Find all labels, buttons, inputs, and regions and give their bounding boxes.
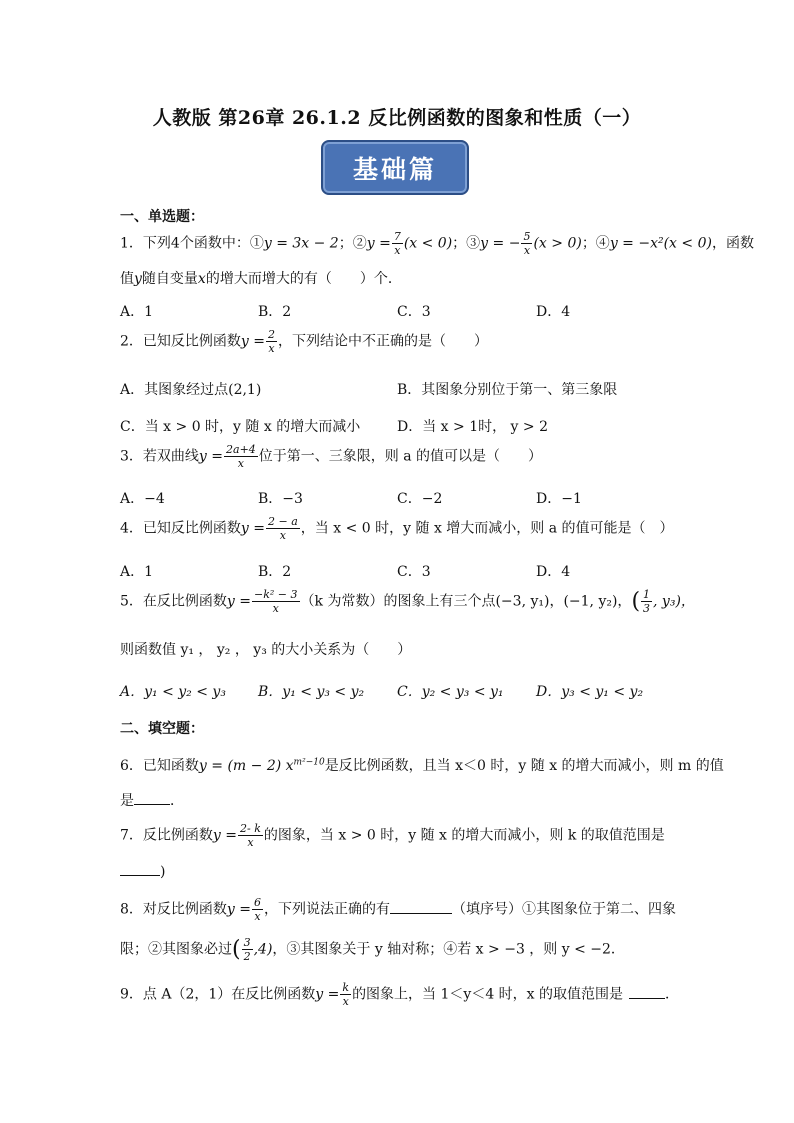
q1-option-c: C．3 <box>397 304 431 320</box>
q7-denominator: x <box>247 836 254 849</box>
q6-stem-start: 6．已知函数 <box>120 758 199 774</box>
q1-line2-y: y <box>134 271 142 287</box>
q1-option-d: D．4 <box>536 304 571 320</box>
q5-stem-start: 5．在反比例函数 <box>120 593 227 610</box>
q8-answer-blank[interactable] <box>390 901 452 914</box>
q8-denominator: x <box>254 910 261 923</box>
q1-formula-3-prefix: y = − <box>480 235 521 252</box>
q8-point-fraction <box>242 937 253 962</box>
q4-option-a: A．1 <box>120 564 154 580</box>
section-heading-fill-in: 二、填空题： <box>120 721 204 737</box>
q1-stem-end: ，函数 <box>711 235 754 252</box>
q1-line2-b: 随自变量 <box>141 271 198 287</box>
q1-sep-1: ；② <box>338 235 367 252</box>
question-5-line-2: 则函数值 y₁ ， y₂ ， y₃ 的大小关系为（ ） <box>120 642 412 658</box>
q1-formula-3-domain: (x > 0) <box>533 235 582 252</box>
q2-stem-end: ，下列结论中不正确的是（ ） <box>278 333 489 350</box>
q5-formula-prefix: y = <box>226 593 252 610</box>
question-9 <box>120 982 679 1007</box>
q1-sep-2: ；③ <box>452 235 481 252</box>
question-5-line-1 <box>120 589 695 614</box>
q3-formula-fraction <box>224 444 258 469</box>
q8-numerator: 6 <box>254 896 262 909</box>
q8-line2-end: ，③其图象关于 y 轴对称；④若 x > −3 ，则 y < −2． <box>272 941 625 958</box>
q9-answer-blank[interactable] <box>629 986 665 999</box>
q1-option-a: A．1 <box>120 304 154 320</box>
q2-formula-prefix: y = <box>240 333 266 350</box>
q7-answer-blank[interactable] <box>120 863 160 876</box>
q6-formula: y = (m − 2) x <box>198 758 294 774</box>
q5-option-a: A．y₁ < y₂ < y₃ <box>120 684 226 700</box>
q5-stem-middle: （k 为常数）的图象上有三个点(−3, y₁)，(−1, y₂)， <box>300 593 632 610</box>
q1-stem-start: 1．下列4个函数中：① <box>120 235 264 252</box>
q5-point3-denominator: 3 <box>643 602 651 615</box>
q1-line2-x: x <box>197 271 206 287</box>
question-2-stem <box>120 329 488 354</box>
q9-stem-middle: 的图象上，当 1＜y＜4 时，x 的取值范围是 <box>352 986 624 1003</box>
q1-f2-denominator: x <box>394 244 401 257</box>
q4-stem-end: ，当 x < 0 时，y 随 x 增大而减小，则 a 的值可能是（ ） <box>300 520 674 537</box>
question-6-line-2 <box>120 790 184 810</box>
q3-stem-end: 位于第一、三象限，则 a 的值可以是（ ） <box>258 448 543 465</box>
q4-option-b: B．2 <box>258 564 292 580</box>
difficulty-badge: 基础篇 <box>321 140 469 195</box>
q5-numerator: −k² − 3 <box>254 588 298 601</box>
q8-stem-middle: ，下列说法正确的有 <box>264 901 391 918</box>
q7-stem-end: 的图象，当 x > 0 时，y 随 x 的增大而减小，则 k 的取值范围是 <box>263 827 665 844</box>
q9-stem-start: 9．点 A（2，1）在反比例函数 <box>120 986 316 1003</box>
q7-line2-end: ) <box>160 864 166 880</box>
q4-denominator: x <box>279 529 287 542</box>
q5-option-c: C．y₂ < y₃ < y₁ <box>397 684 504 700</box>
q7-numerator: 2- k <box>240 822 261 835</box>
q2-option-a: A．其图象经过点(2,1) <box>120 382 262 398</box>
q1-option-b: B．2 <box>258 304 292 320</box>
q4-stem-start: 4．已知反比例函数 <box>120 520 241 537</box>
q2-denominator: x <box>268 342 275 355</box>
q5-point3-rest: , y₃)， <box>653 593 695 610</box>
q7-formula-fraction <box>238 823 263 848</box>
q1-formula-2-domain: (x < 0) <box>403 235 453 252</box>
question-7-line-2 <box>120 863 165 880</box>
question-6-line-1 <box>120 755 724 775</box>
q2-option-c: C．当 x > 0 时，y 随 x 的增大而减小 <box>120 419 361 435</box>
q5-point3-fraction <box>641 589 652 614</box>
question-1-line-1 <box>120 231 754 256</box>
q1-f3-numerator: 5 <box>523 230 531 243</box>
q4-formula-prefix: y = <box>240 520 266 537</box>
q7-formula-prefix: y = <box>212 827 238 844</box>
q1-line2-a: 值 <box>120 271 134 287</box>
q4-numerator: 2 − a <box>268 515 298 528</box>
q5-option-b: B．y₁ < y₃ < y₂ <box>258 684 365 700</box>
q3-option-c: C．−2 <box>397 491 443 507</box>
q8-point-denominator: 2 <box>243 950 251 963</box>
q8-point-open-paren: ( <box>232 937 241 962</box>
q4-option-c: C．3 <box>397 564 431 580</box>
q2-option-d: D．当 x > 1时， y > 2 <box>397 419 549 435</box>
q9-formula-fraction <box>340 982 351 1007</box>
q3-option-a: A．−4 <box>120 491 165 507</box>
q1-sep-3: ；④ <box>581 235 610 252</box>
q1-formula-4: y = −x²(x < 0) <box>609 235 712 252</box>
q6-line2-end: ． <box>170 793 184 809</box>
q8-stem-start: 8．对反比例函数 <box>120 901 227 918</box>
section-heading-single-choice: 一、单选题： <box>120 209 204 225</box>
q6-line2-text: 是 <box>120 793 134 809</box>
q1-formula-2-prefix: y = <box>366 235 391 252</box>
q2-stem-start: 2．已知反比例函数 <box>120 333 241 350</box>
question-8-line-2 <box>120 937 625 962</box>
q6-formula-exponent: m²−10 <box>293 757 325 768</box>
q1-formula-2-fraction <box>392 231 403 256</box>
q9-numerator: k <box>342 981 350 994</box>
q1-f3-denominator: x <box>523 244 531 257</box>
q1-formula-1: y = 3x − 2 <box>263 235 339 252</box>
page-title: 人教版 第26章 26.1.2 反比例函数的图象和性质（一） <box>152 107 642 129</box>
q9-formula-prefix: y = <box>315 986 340 1003</box>
q8-formula-prefix: y = <box>226 901 252 918</box>
q4-formula-fraction <box>266 516 300 541</box>
q5-point3-numerator: 1 <box>643 588 651 601</box>
q3-numerator: 2a+4 <box>226 443 256 456</box>
q3-option-d: D．−1 <box>536 491 582 507</box>
q8-stem-end: （填序号）①其图象位于第二、四象 <box>452 901 677 918</box>
q5-formula-fraction <box>252 589 300 614</box>
q6-answer-blank[interactable] <box>134 792 170 805</box>
q6-stem-end: 是反比例函数，且当 x＜0 时，y 随 x 的增大而减小，则 m 的值 <box>324 758 724 774</box>
q7-stem-start: 7．反比例函数 <box>120 827 213 844</box>
q5-point3-open-paren: ( <box>631 589 641 614</box>
q3-formula-prefix: y = <box>198 448 224 465</box>
question-7-line-1 <box>120 823 665 848</box>
q8-point-numerator: 3 <box>243 936 251 949</box>
q5-option-d: D．y₃ < y₁ < y₂ <box>536 684 644 700</box>
question-8-line-1 <box>120 897 676 922</box>
q8-formula-fraction <box>252 897 263 922</box>
q9-end: ． <box>665 986 680 1003</box>
q8-line2-start: 限；②其图象必过 <box>120 941 232 958</box>
q2-formula-fraction <box>266 329 277 354</box>
q3-option-b: B．−3 <box>258 491 303 507</box>
q5-denominator: x <box>272 602 279 615</box>
q3-stem-start: 3．若双曲线 <box>120 448 199 465</box>
q1-f2-numerator: 7 <box>393 230 401 243</box>
question-3-stem <box>120 444 542 469</box>
q2-numerator: 2 <box>268 328 276 341</box>
question-1-line-2 <box>120 268 402 288</box>
q1-formula-3-fraction <box>521 231 532 256</box>
q8-point-rest: ,4) <box>253 941 273 958</box>
q2-option-b: B．其图象分别位于第一、第三象限 <box>397 382 618 398</box>
q4-option-d: D．4 <box>536 564 571 580</box>
q9-denominator: x <box>342 995 349 1008</box>
question-4-stem <box>120 516 674 541</box>
q3-denominator: x <box>237 457 245 470</box>
q1-line2-c: 的增大而增大的有（ ）个． <box>205 271 402 287</box>
